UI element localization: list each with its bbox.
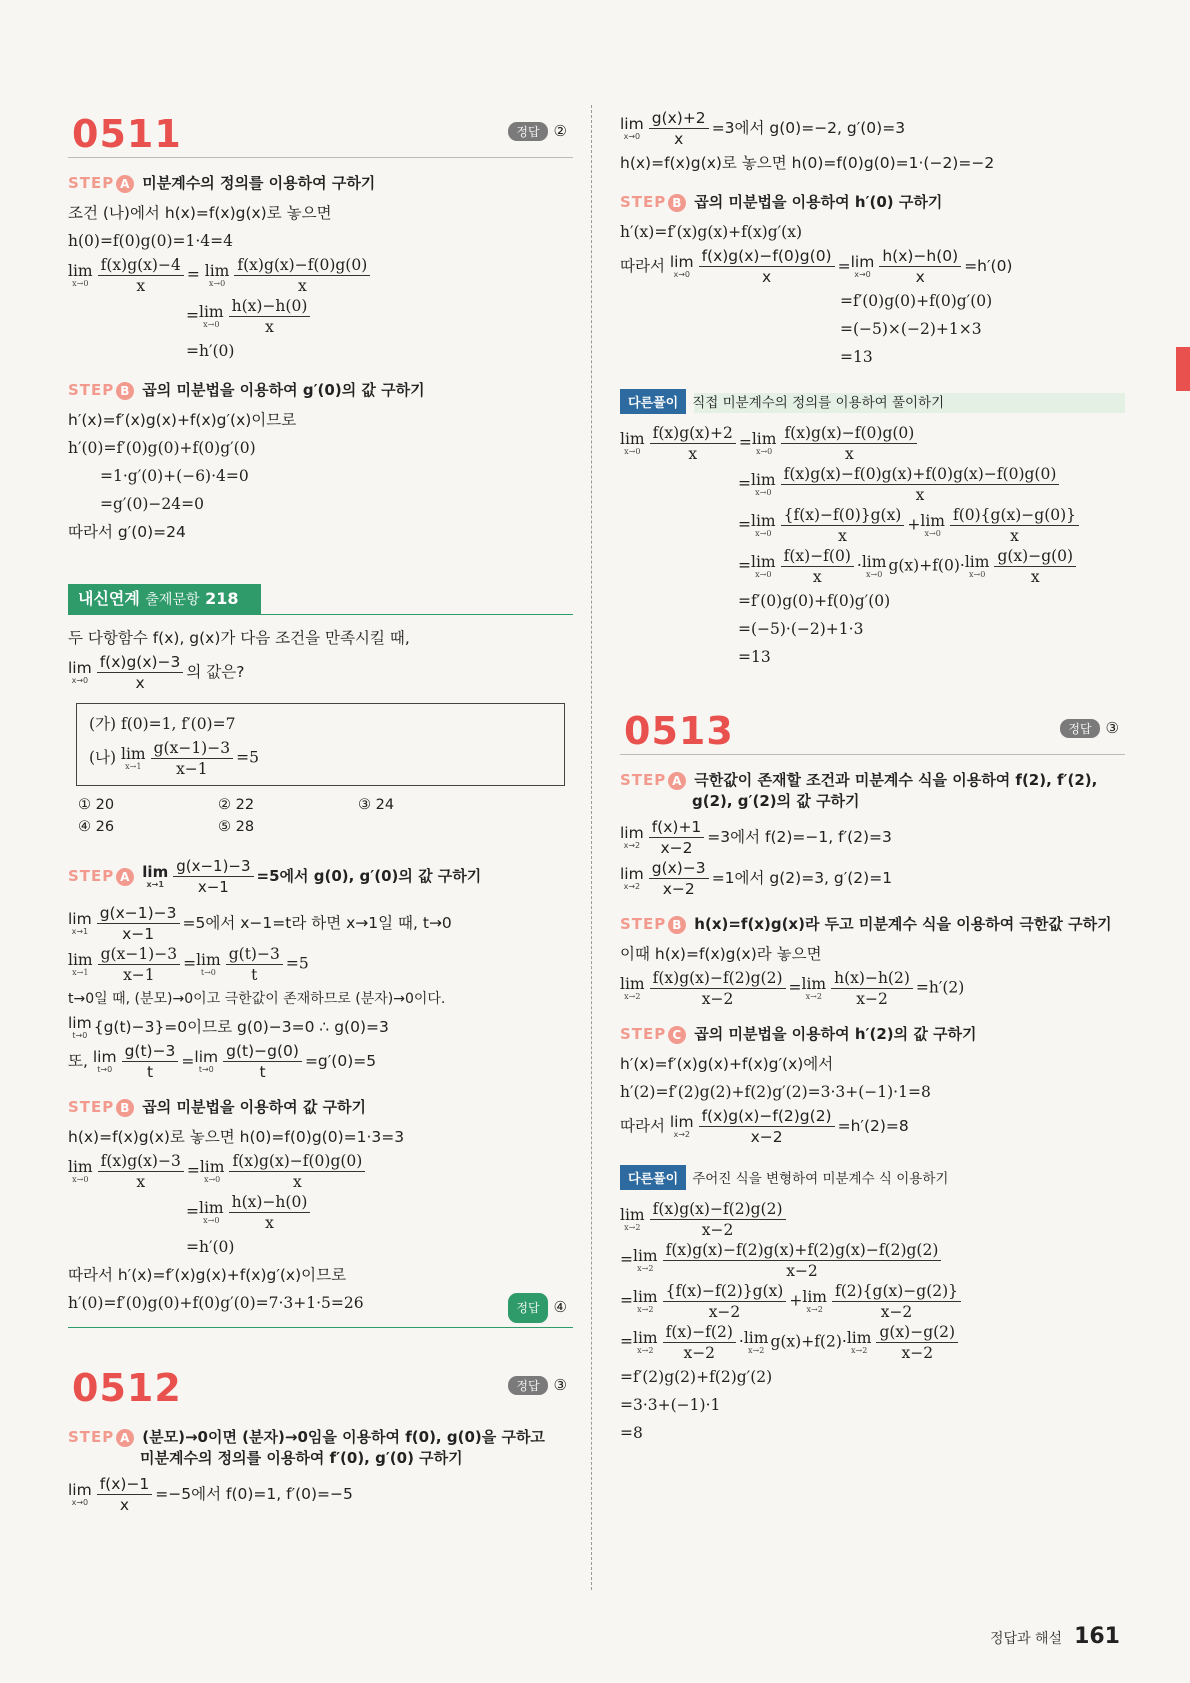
- step-a-heading: STEP A 미분계수의 정의를 이용하여 구하기: [68, 174, 376, 192]
- alt-solution-heading: 다른풀이 주어진 식을 변형하여 미분계수 식 이용하기: [620, 1165, 1125, 1191]
- text-line: t→0일 때, (분모)→0이고 극한값이 존재하므로 (분자)→0이다.: [68, 991, 446, 1007]
- math-line: lim x→1 $\frac{g(x-1)-3}{x-1}$ = lim t→0 $\frac{g(t)-3}{t}$ =5: [68, 945, 309, 984]
- page-footer: [990, 1624, 1120, 1649]
- math-line: =13: [840, 348, 873, 366]
- math-line: h(x)=f(x)g(x)로 놓으면 h(0)=f(0)g(0)=1·3=3: [68, 1128, 405, 1146]
- math-line: =f′(0)g(0)+f(0)g′(0): [738, 592, 891, 610]
- step-b-heading: STEP B 곱의 미분법을 이용하여 h′(0) 구하기: [620, 193, 943, 211]
- math-line: h(x)=f(x)g(x)로 놓으면 h(0)=f(0)g(0)=1·(−2)=−2: [620, 154, 995, 172]
- column-divider: [591, 105, 592, 1590]
- math-line: =h′(0): [186, 1238, 235, 1256]
- question-text: 두 다항함수 f(x), g(x)가 다음 조건을 만족시킬 때,: [68, 629, 410, 647]
- step-b-heading: STEP B h(x)=f(x)g(x)라 두고 미분계수 식을 이용하여 극한값 구하기: [620, 915, 1112, 933]
- math-line: lim x→0 $\frac{f(x)-1}{x}$ =−5에서 f(0)=1, f′(0)=−5: [68, 1475, 353, 1514]
- step-a-heading: STEP A 극한값이 존재할 조건과 미분계수 식을 이용하여 f(2), f′(2), g(2), g′(2)의 값 구하기: [620, 771, 1098, 810]
- step-c-heading: STEP C 곱의 미분법을 이용하여 h′(2)의 값 구하기: [620, 1025, 977, 1043]
- answer-choices: [78, 794, 563, 838]
- math-line: h′(x)=f′(x)g(x)+f(x)g′(x)이므로: [68, 411, 297, 429]
- choice[interactable]: ⑤ 28: [218, 819, 255, 835]
- math-line: h′(2)=f′(2)g(2)+f(2)g′(2)=3·3+(−1)·1=8: [620, 1083, 931, 1101]
- math-line: 따라서 lim x→0 $\frac{f(x)g(x)-f(0)g(0)}{x}$ = lim x→0 $\frac{h(x)-h(0)}{x}$ =h′(0): [620, 247, 1013, 286]
- math-line: = lim x→2 $\frac{f(x)g(x)-f(2)g(x)+f(2)g(x)-f(2)g(2)}{x-2}$: [620, 1240, 1125, 1281]
- step-a-heading: STEP A lim x→1 $\frac{g(x-1)-3}{x-1}$ =5에서 g(0), g′(0)의 값 구하기: [68, 857, 482, 896]
- math-line: h′(0)=f′(0)g(0)+f(0)g′(0)=7·3+1·5=26 정답 ④: [68, 1289, 573, 1317]
- math-line: h′(0)=f′(0)g(0)+f(0)g′(0): [68, 439, 256, 457]
- page-number: 161: [1074, 1624, 1120, 1649]
- math-line: 또, lim t→0 $\frac{g(t)-3}{t}$ = lim t→0 $\frac{g(t)-g(0)}{t}$ =g′(0)=5: [68, 1042, 377, 1081]
- math-line: = lim x→0 $\frac{h(x)-h(0)}{x}$: [68, 1192, 573, 1233]
- math-line: lim x→0 $\frac{f(x)g(x)-3}{x}$ = lim x→0 $\frac{f(x)g(x)-f(0)g(0)}{x}$: [68, 1151, 573, 1192]
- math-line: =8: [620, 1424, 643, 1442]
- problem-header-0511: [68, 100, 573, 158]
- text-line: 조건 (나)에서 h(x)=f(x)g(x)로 놓으면: [68, 204, 332, 222]
- question-text: lim x→0 $\frac{f(x)g(x)-3}{x}$ 의 값은?: [68, 653, 245, 692]
- step-b-heading: STEP B 곱의 미분법을 이용하여 g′(0)의 값 구하기: [68, 381, 425, 399]
- math-line: =1·g′(0)+(−6)·4=0: [100, 467, 249, 485]
- condition-box: (가) f(0)=1, f′(0)=7 (나) lim x→1 $\frac{g(x-1)-3}{x-1}$ =5: [76, 703, 565, 786]
- step-b-heading: STEP B 곱의 미분법을 이용하여 값 구하기: [68, 1098, 367, 1116]
- math-line: =f′(2)g(2)+f(2)g′(2): [620, 1368, 773, 1386]
- math-line: =h′(0): [186, 342, 235, 360]
- math-line: = lim x→2 $\frac{\{f(x)-f(2)\}g(x)}{x-2}$ + lim x→2 $\frac{f(2)\{g(x)-g(2)\}}{x-2}$: [620, 1281, 1125, 1322]
- math-line: 따라서 g′(0)=24: [68, 523, 186, 541]
- related-problem-banner: 내신연계 출제문항 218: [68, 584, 573, 616]
- answer-badge: 정답 ④: [508, 1293, 567, 1323]
- math-line: =13: [738, 648, 771, 666]
- choice[interactable]: ① 20: [78, 797, 115, 813]
- math-line: = lim x→0 $\frac{f(x)g(x)-f(0)g(x)+f(0)g(x)-f(0)g(0)}{x}$: [620, 464, 1125, 505]
- math-line: h′(x)=f′(x)g(x)+f(x)g′(x): [620, 223, 803, 241]
- step-a-heading: STEP A (분모)→0이면 (분자)→0임을 이용하여 f(0), g(0)을 구하고 미분계수의 정의를 이용하여 f′(0), g′(0) 구하기: [68, 1428, 545, 1467]
- math-line: =(−5)·(−2)+1·3: [738, 620, 864, 638]
- problem-number: 0511: [72, 112, 182, 156]
- math-line: lim x→2 $\frac{f(x)g(x)-f(2)g(2)}{x-2}$: [620, 1199, 1125, 1240]
- math-line: = lim x→2 $\frac{f(x)-f(2)}{x-2}$ · lim x→2 g(x)+f(2)· lim x→2 $\frac{g(x)-g(2)}{x-2}$: [620, 1322, 1125, 1363]
- math-line: =g′(0)−24=0: [100, 495, 204, 513]
- math-line: =3·3+(−1)·1: [620, 1396, 721, 1414]
- answer-badge: 정답 ③: [1060, 719, 1119, 738]
- math-line: lim x→2 $\frac{g(x)-3}{x-2}$ =1에서 g(2)=3, g′(2)=1: [620, 859, 893, 898]
- math-line: lim x→2 $\frac{f(x)g(x)-f(2)g(2)}{x-2}$ = lim x→2 $\frac{h(x)-h(2)}{x-2}$ =h′(2): [620, 969, 965, 1008]
- problem-header-0512: [68, 1354, 573, 1412]
- choice[interactable]: ④ 26: [78, 819, 115, 835]
- math-line: h′(x)=f′(x)g(x)+f(x)g′(x)에서: [620, 1055, 834, 1073]
- math-line: h(0)=f(0)g(0)=1·4=4: [68, 232, 233, 250]
- choice[interactable]: ③ 24: [358, 797, 395, 813]
- math-line: = lim x→0 $\frac{f(x)-f(0)}{x}$ · lim x→0 g(x)+f(0)· lim x→0 $\frac{g(x)-g(0)}{x}$: [620, 546, 1125, 587]
- math-line: = lim x→0 $\frac{\{f(x)-f(0)\}g(x)}{x}$ + lim x→0 $\frac{f(0)\{g(x)-g(0)\}}{x}$: [620, 505, 1125, 546]
- math-line: 따라서 h′(x)=f′(x)g(x)+f(x)g′(x)이므로: [68, 1266, 347, 1284]
- math-line: =f′(0)g(0)+f(0)g′(0): [840, 292, 993, 310]
- math-line: lim t→0 {g(t)−3}=0이므로 g(0)−3=0 ∴ g(0)=3: [68, 1014, 389, 1040]
- footer-label: 정답과 해설: [989, 1631, 1063, 1647]
- math-line: lim x→1 $\frac{g(x-1)-3}{x-1}$ =5에서 x−1=t라 하면 x→1일 때, t→0: [68, 904, 452, 943]
- math-line: lim x→0 $\frac{g(x)+2}{x}$ =3에서 g(0)=−2, g′(0)=3: [620, 109, 906, 148]
- answer-badge: 정답 ③: [508, 1376, 567, 1395]
- math-line: lim x→2 $\frac{f(x)+1}{x-2}$ =3에서 f(2)=−1, f′(2)=3: [620, 818, 892, 857]
- problem-number: 0512: [72, 1366, 182, 1410]
- left-column: [68, 100, 573, 1515]
- math-line: lim x→0 $\frac{f(x)g(x)+2}{x}$ = lim x→0 $\frac{f(x)g(x)-f(0)g(0)}{x}$: [620, 423, 1125, 464]
- alt-solution-heading: 다른풀이 직접 미분계수의 정의를 이용하여 풀이하기: [620, 389, 1125, 415]
- answer-badge: 정답 ②: [508, 122, 567, 141]
- math-line: lim x→0 $\frac{f(x)g(x)-4}{x}$ = lim x→0 $\frac{f(x)g(x)-f(0)g(0)}{x}$: [68, 255, 573, 296]
- math-line: = lim x→0 $\frac{h(x)-h(0)}{x}$: [68, 296, 573, 337]
- choice[interactable]: ② 22: [218, 797, 255, 813]
- problem-number: 0513: [624, 709, 734, 753]
- math-line: 따라서 lim x→2 $\frac{f(x)g(x)-f(2)g(2)}{x-2}$ =h′(2)=8: [620, 1107, 909, 1146]
- math-line: =(−5)×(−2)+1×3: [840, 320, 982, 338]
- math-line: 이때 h(x)=f(x)g(x)라 놓으면: [620, 945, 822, 963]
- right-column: [620, 108, 1125, 1447]
- problem-header-0513: [620, 697, 1125, 755]
- chapter-edge-tab: [1176, 347, 1190, 391]
